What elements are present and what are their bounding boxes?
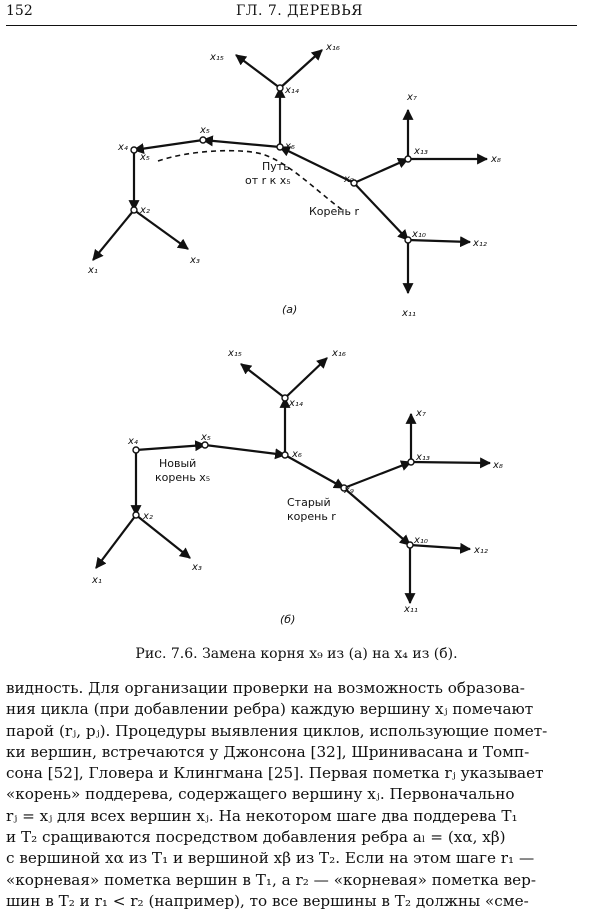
node-label: x₉ xyxy=(344,174,354,185)
node-label: x₈ xyxy=(493,460,503,471)
old-root-label: Старый xyxy=(287,496,331,509)
node-label: x₈ xyxy=(491,154,501,165)
page-number: 152 xyxy=(6,3,33,19)
body-line: с вершиной xα из T₁ и вершиной xβ из T₂. Если на этом шаге r₁ — xyxy=(6,849,535,868)
panel-b-label: (б) xyxy=(280,613,296,626)
body-line: «корневая» пометка вершин в T₁, а r₂ — «корневая» пометка вер- xyxy=(6,870,536,889)
node-label: x₁₂ xyxy=(474,545,488,556)
body-line: ния цикла (при добавлении ребра) каждую вершину xⱼ помечают xyxy=(6,700,534,719)
node-label: x₁₀ xyxy=(412,229,426,240)
node-label: x₄ xyxy=(118,142,128,153)
node-label: x₁₅ xyxy=(228,348,242,359)
node-label: x₁₆ xyxy=(332,348,346,359)
path-label: Путь xyxy=(262,160,290,173)
node-label: x₁₁ xyxy=(404,604,418,615)
node-label: x₇ xyxy=(407,92,417,103)
body-line: «корень» поддерева, содержащего вершину xⱼ. Первоначально xyxy=(6,785,515,804)
root-label: Корень r xyxy=(309,205,359,218)
node-label: x₂ xyxy=(140,205,150,216)
body-line: парой (rⱼ, pⱼ). Процедуры выявления циклов, использующие помет- xyxy=(6,721,548,740)
old-root-label: корень r xyxy=(287,510,336,523)
node-label: x₁₁ xyxy=(402,308,416,319)
node-label: x₁₀ xyxy=(414,535,428,546)
figure-caption: Рис. 7.6. Замена корня x₉ из (а) на x₄ из (б). xyxy=(135,646,458,662)
node-label: x₃ xyxy=(190,255,200,266)
node-label: x₂ xyxy=(143,511,153,522)
body-line: сона [52], Гловера и Клингмана [25]. Первая пометка rⱼ указывает xyxy=(6,764,544,783)
body-line: ки вершин, встречаются у Джонсона [32], Шринивасана и Томп- xyxy=(6,742,530,761)
node-label: x₄ xyxy=(128,436,138,447)
body-line: шин в T₂ и r₁ < r₂ (например), то все вершины в T₂ должны «сме- xyxy=(6,891,529,910)
node-label: x₆ xyxy=(292,449,302,460)
new-root-label: корень x₅ xyxy=(155,471,211,484)
body-line: rⱼ = xⱼ для всех вершин xⱼ. На некотором шаге два поддерева T₁ xyxy=(6,806,518,825)
node-label: x₅ xyxy=(140,152,150,163)
node-label: x₁ xyxy=(88,265,98,276)
node-label: x₇ xyxy=(416,408,426,419)
node-label: x₃ xyxy=(192,562,202,573)
node-label: x₉ xyxy=(344,485,354,496)
new-root-label: Новый xyxy=(159,457,197,470)
node-label: x₁₃ xyxy=(414,146,428,157)
path-label: от r к x₅ xyxy=(245,174,291,187)
body-paragraph xyxy=(6,678,576,912)
node-label: x₁ xyxy=(92,575,102,586)
node-label: x₆ xyxy=(285,141,295,152)
body-line: и T₂ сращиваются посредством добавления ребра aₗ = (xα, xβ) xyxy=(6,828,506,847)
node-label: x₅ xyxy=(201,432,211,443)
body-line: видность. Для организации проверки на возможность образова- xyxy=(6,679,525,697)
panel-a-label: (а) xyxy=(282,303,298,316)
node-label: x₁₄ xyxy=(289,398,303,409)
node-label: x₁₅ xyxy=(210,52,224,63)
running-head: ГЛ. 7. ДЕРЕВЬЯ xyxy=(236,3,363,19)
node-label: x₁₄ xyxy=(285,85,299,96)
node-label: x₁₆ xyxy=(326,42,340,53)
node-label: x₁₃ xyxy=(416,452,430,463)
node-label: x₁₂ xyxy=(473,238,487,249)
node-label: x₅ xyxy=(200,125,210,136)
